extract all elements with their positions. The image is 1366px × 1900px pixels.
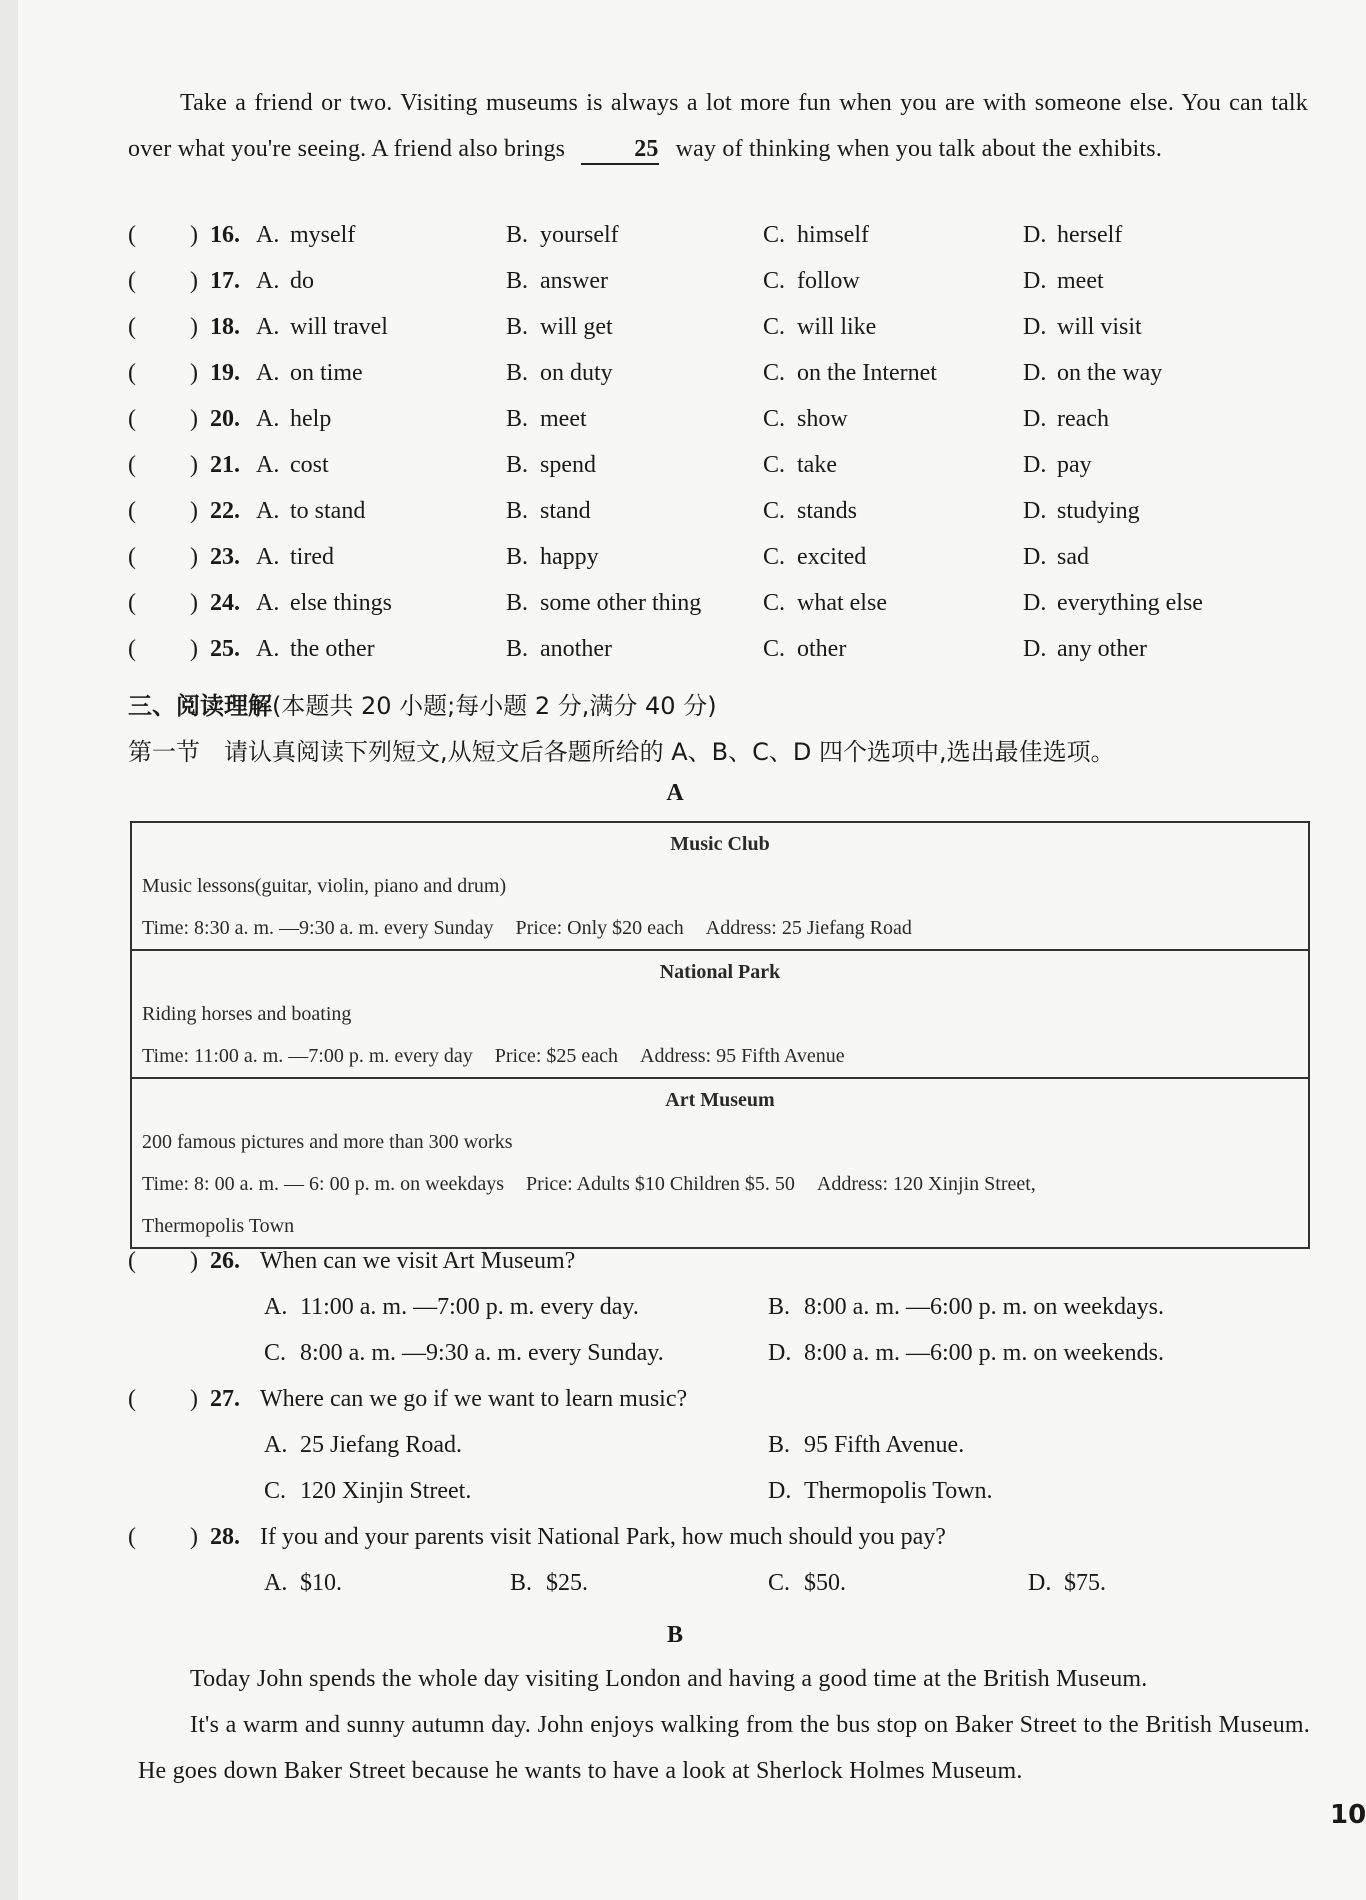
option-text: happy (540, 544, 599, 570)
option-letter: A. (256, 314, 280, 340)
question-number: 17. (210, 268, 240, 294)
question-number: 19. (210, 360, 240, 386)
option-letter: C. (264, 1340, 287, 1366)
answer-bracket[interactable] (128, 314, 198, 341)
option-text: show (797, 406, 848, 432)
option-letter: A. (256, 544, 280, 570)
option (763, 544, 866, 571)
option (763, 222, 869, 249)
ad-details (142, 907, 1298, 949)
option-letter: D. (1023, 406, 1047, 432)
option (256, 268, 314, 295)
option-text: cost (290, 452, 329, 478)
option-letter: B. (506, 498, 529, 524)
option-letter: C. (763, 360, 786, 386)
answer-option (768, 1432, 964, 1459)
bracket-open: ( (128, 222, 136, 248)
answer-bracket[interactable] (128, 590, 198, 617)
option (256, 590, 392, 617)
option-text: pay (1057, 452, 1092, 478)
option-letter: A. (256, 636, 280, 662)
cloze-question (128, 314, 1328, 354)
option-text: on time (290, 360, 363, 386)
cloze-question (128, 498, 1328, 538)
bracket-open: ( (128, 590, 136, 616)
option-text: yourself (540, 222, 619, 248)
option-letter: D. (1023, 268, 1047, 294)
bracket-open: ( (128, 1248, 136, 1274)
bracket-open: ( (128, 1524, 136, 1550)
option-text: sad (1057, 544, 1089, 570)
option-text: 11:00 a. m. —7:00 p. m. every day. (300, 1294, 639, 1320)
bracket-close: ) (190, 636, 198, 662)
ad-address: Address: 120 Xinjin Street, (816, 1173, 1036, 1195)
option-letter: B. (768, 1432, 791, 1458)
option-text: tired (290, 544, 334, 570)
option-text: reach (1057, 406, 1109, 432)
option-text: other (797, 636, 847, 662)
ad-desc: Riding horses and boating (142, 1003, 352, 1025)
ad-price: Price: Adults $10 Children $5. 50 (526, 1173, 795, 1195)
ad-details (142, 1163, 1298, 1205)
bracket-open: ( (128, 268, 136, 294)
option-letter: D. (1023, 314, 1047, 340)
bracket-close: ) (190, 406, 198, 432)
ad-title: Music Club (670, 833, 770, 855)
option-letter: C. (768, 1570, 791, 1596)
bracket-close: ) (190, 498, 198, 524)
ad-address-cont: Thermopolis Town (142, 1215, 295, 1237)
option-letter: C. (763, 590, 786, 616)
option (1023, 498, 1140, 525)
bracket-open: ( (128, 498, 136, 524)
option-letter: A. (264, 1432, 288, 1458)
question-stem: If you and your parents visit National Park, how much should you pay? (260, 1524, 946, 1550)
option (1023, 544, 1089, 571)
section-title: 三、阅读理解 (128, 692, 272, 720)
option-letter: A. (256, 268, 280, 294)
bracket-close: ) (190, 1386, 198, 1412)
option (763, 590, 887, 617)
option (256, 222, 355, 249)
option-letter: B. (506, 222, 529, 248)
answer-option (264, 1432, 462, 1459)
option-text: answer (540, 268, 608, 294)
cloze-question (128, 636, 1328, 676)
option (1023, 590, 1203, 617)
answer-option (768, 1570, 846, 1597)
bracket-close: ) (190, 314, 198, 340)
ad-title: Art Museum (665, 1089, 775, 1111)
option-text: meet (540, 406, 587, 432)
option-text: 8:00 a. m. —6:00 p. m. on weekdays. (804, 1294, 1164, 1320)
option-text: himself (797, 222, 869, 248)
option-text: Thermopolis Town. (804, 1478, 993, 1504)
answer-option (510, 1570, 588, 1597)
option-text: any other (1057, 636, 1147, 662)
section-heading (128, 686, 717, 721)
option (1023, 406, 1109, 433)
option-letter: B. (506, 360, 529, 386)
option-letter: B. (768, 1294, 791, 1320)
option-text: 25 Jiefang Road. (300, 1432, 462, 1458)
ads-table (130, 821, 1310, 1249)
option-text: 120 Xinjin Street. (300, 1478, 472, 1504)
option-text: 8:00 a. m. —6:00 p. m. on weekends. (804, 1340, 1164, 1366)
option-letter: B. (506, 406, 529, 432)
option-text: $50. (804, 1570, 846, 1596)
option-letter: A. (256, 590, 280, 616)
option-text: $75. (1064, 1570, 1106, 1596)
cloze-question (128, 452, 1328, 492)
option-letter: B. (510, 1570, 533, 1596)
option-letter: D. (1023, 544, 1047, 570)
option-text: stands (797, 498, 857, 524)
bracket-close: ) (190, 452, 198, 478)
option-letter: D. (768, 1340, 792, 1366)
option-letter: C. (763, 498, 786, 524)
option-letter: D. (1028, 1570, 1052, 1596)
option (1023, 636, 1147, 663)
ad-details (142, 1035, 1298, 1077)
option-letter: D. (768, 1478, 792, 1504)
cloze-question (128, 590, 1328, 630)
bracket-close: ) (190, 268, 198, 294)
option-letter: B. (506, 452, 529, 478)
page-number: 10 (1330, 1800, 1366, 1830)
ad-title: National Park (659, 961, 781, 983)
answer-option (1028, 1570, 1106, 1597)
option (763, 636, 846, 663)
option-text: everything else (1057, 590, 1203, 616)
option (506, 222, 619, 249)
option-letter: D. (1023, 222, 1047, 248)
ad-time: Time: 8:30 a. m. —9:30 a. m. every Sunday (142, 917, 494, 939)
answer-option (768, 1478, 993, 1505)
intro-text-before: Take a friend or two. Visiting museums is always a lot more fun when you are with someone else. You can talk over what you're seeing. A friend also brings (128, 90, 1308, 162)
option-text: another (540, 636, 612, 662)
answer-option (264, 1294, 639, 1321)
option-letter: A. (264, 1570, 288, 1596)
option-letter: B. (506, 636, 529, 662)
bracket-open: ( (128, 360, 136, 386)
question-number: 20. (210, 406, 240, 432)
option-letter: C. (763, 314, 786, 340)
option-text: excited (797, 544, 867, 570)
option-letter: C. (763, 222, 786, 248)
answer-bracket[interactable] (128, 636, 198, 663)
option (763, 498, 857, 525)
option (1023, 268, 1104, 295)
ad-time: Time: 11:00 a. m. —7:00 p. m. every day (142, 1045, 473, 1067)
question-number: 27. (210, 1386, 240, 1412)
option-text: will travel (290, 314, 388, 340)
option (1023, 314, 1142, 341)
answer-bracket[interactable] (128, 268, 198, 295)
passage-b-paragraph-2: It's a warm and sunny autumn day. John enjoys walking from the bus stop on Baker Street to the British Museum. He goes down Baker Street because he wants to have a look at Sherlock Holmes Museum. (138, 1712, 1310, 1784)
section-note: (本题共 20 小题;每小题 2 分,满分 40 分) (272, 692, 717, 720)
option-text: 95 Fifth Avenue. (804, 1432, 965, 1458)
answer-bracket[interactable] (128, 1248, 198, 1275)
option-letter: A. (256, 452, 280, 478)
question-number: 18. (210, 314, 240, 340)
option (506, 360, 613, 387)
bracket-close: ) (190, 222, 198, 248)
option (506, 544, 599, 571)
passage-a-label: A (666, 780, 684, 806)
option-text: myself (290, 222, 356, 248)
bracket-close: ) (190, 544, 198, 570)
option-text: to stand (290, 498, 366, 524)
option (256, 314, 388, 341)
option-letter: B. (506, 314, 529, 340)
part-instruction: 第一节 请认真阅读下列短文,从短文后各题所给的 A、B、C、D 四个选项中,选出最佳选项。 (128, 738, 1115, 766)
cloze-question (128, 222, 1328, 262)
cloze-question (128, 268, 1328, 308)
ad-address: Address: 95 Fifth Avenue (640, 1045, 845, 1067)
option (256, 360, 363, 387)
answer-option (768, 1294, 1164, 1321)
bracket-close: ) (190, 1524, 198, 1550)
option (763, 314, 876, 341)
option-letter: B. (506, 590, 529, 616)
ad-time: Time: 8: 00 a. m. — 6: 00 p. m. on weekdays (142, 1173, 505, 1195)
option (763, 406, 848, 433)
option-text: take (797, 452, 837, 478)
blank-25: 25 (581, 135, 659, 165)
question-stem: When can we visit Art Museum? (260, 1248, 576, 1274)
option-text: some other thing (540, 590, 702, 616)
bracket-open: ( (128, 1386, 136, 1412)
option-text: stand (540, 498, 591, 524)
passage-b-label: B (666, 1622, 683, 1648)
option-letter: A. (264, 1294, 288, 1320)
option-text: $25. (546, 1570, 588, 1596)
question-number: 24. (210, 590, 240, 616)
option-letter: C. (763, 544, 786, 570)
option (506, 590, 701, 617)
option-letter: D. (1023, 636, 1047, 662)
ad-address: Address: 25 Jiefang Road (705, 917, 912, 939)
option-text: follow (797, 268, 860, 294)
option-letter: A. (256, 360, 280, 386)
ad-art-museum (131, 1078, 1309, 1248)
option (1023, 222, 1122, 249)
option (256, 406, 331, 433)
option (506, 636, 612, 663)
cloze-question (128, 544, 1328, 584)
option (506, 268, 608, 295)
option (256, 544, 334, 571)
option (506, 314, 613, 341)
option-letter: D. (1023, 590, 1047, 616)
option-text: meet (1057, 268, 1104, 294)
answer-bracket[interactable] (128, 452, 198, 479)
option-letter: D. (1023, 452, 1047, 478)
option-text: will like (797, 314, 877, 340)
option-letter: D. (1023, 498, 1047, 524)
answer-bracket[interactable] (128, 406, 198, 433)
ad-desc: Music lessons(guitar, violin, piano and drum) (142, 875, 507, 897)
option-text: else things (290, 590, 392, 616)
option-text: the other (290, 636, 375, 662)
bracket-open: ( (128, 314, 136, 340)
option (763, 360, 937, 387)
answer-bracket[interactable] (128, 360, 198, 387)
answer-bracket[interactable] (128, 1524, 198, 1551)
answer-bracket[interactable] (128, 222, 198, 249)
option-letter: C. (763, 268, 786, 294)
answer-bracket[interactable] (128, 544, 198, 571)
intro-text-after: way of thinking when you talk about the exhibits. (675, 136, 1163, 162)
answer-option (264, 1570, 342, 1597)
binding-gutter (0, 0, 18, 1900)
option-text: spend (540, 452, 596, 478)
option-text: do (290, 268, 314, 294)
option-text: herself (1057, 222, 1123, 248)
bracket-close: ) (190, 360, 198, 386)
option (1023, 360, 1162, 387)
passage-b-paragraph-1: Today John spends the whole day visiting London and having a good time at the British Museum. (190, 1666, 1148, 1692)
cloze-question (128, 406, 1328, 446)
option-text: on the way (1057, 360, 1163, 386)
question-number: 22. (210, 498, 240, 524)
option (506, 498, 591, 525)
question-number: 21. (210, 452, 240, 478)
ad-music-club (131, 822, 1309, 950)
option-letter: A. (256, 498, 280, 524)
option-letter: B. (506, 268, 529, 294)
ad-desc: 200 famous pictures and more than 300 works (142, 1131, 513, 1153)
question-stem: Where can we go if we want to learn music? (260, 1386, 688, 1412)
bracket-open: ( (128, 636, 136, 662)
answer-option (264, 1340, 664, 1367)
option (506, 406, 587, 433)
option (1023, 452, 1092, 479)
option-letter: B. (506, 544, 529, 570)
option-text: will visit (1057, 314, 1142, 340)
option-text: studying (1057, 498, 1140, 524)
answer-bracket[interactable] (128, 1386, 198, 1413)
ad-price: Price: $25 each (494, 1045, 618, 1067)
bracket-open: ( (128, 452, 136, 478)
answer-option (768, 1340, 1164, 1367)
question-number: 25. (210, 636, 240, 662)
option (256, 636, 375, 663)
cloze-question (128, 360, 1328, 400)
option-letter: C. (763, 636, 786, 662)
question-number: 28. (210, 1524, 240, 1550)
option-text: help (290, 406, 332, 432)
option-letter: A. (256, 222, 280, 248)
answer-option (264, 1478, 471, 1505)
option-text: what else (797, 590, 887, 616)
option-letter: C. (763, 452, 786, 478)
option-letter: D. (1023, 360, 1047, 386)
bracket-open: ( (128, 544, 136, 570)
option (763, 452, 837, 479)
option (763, 268, 860, 295)
bracket-close: ) (190, 1248, 198, 1274)
option-text: on the Internet (797, 360, 937, 386)
answer-bracket[interactable] (128, 498, 198, 525)
option-text: 8:00 a. m. —9:30 a. m. every Sunday. (300, 1340, 664, 1366)
option-letter: C. (763, 406, 786, 432)
bracket-open: ( (128, 406, 136, 432)
ad-price: Price: Only $20 each (515, 917, 684, 939)
question-number: 16. (210, 222, 240, 248)
option-text: $10. (300, 1570, 342, 1596)
option (506, 452, 596, 479)
option-text: will get (540, 314, 613, 340)
option (256, 452, 329, 479)
bracket-close: ) (190, 590, 198, 616)
intro-paragraph (128, 80, 1308, 172)
question-number: 23. (210, 544, 240, 570)
option-text: on duty (540, 360, 613, 386)
ad-national-park (131, 950, 1309, 1078)
option-letter: A. (256, 406, 280, 432)
question-number: 26. (210, 1248, 240, 1274)
option-letter: C. (264, 1478, 287, 1504)
option (256, 498, 365, 525)
